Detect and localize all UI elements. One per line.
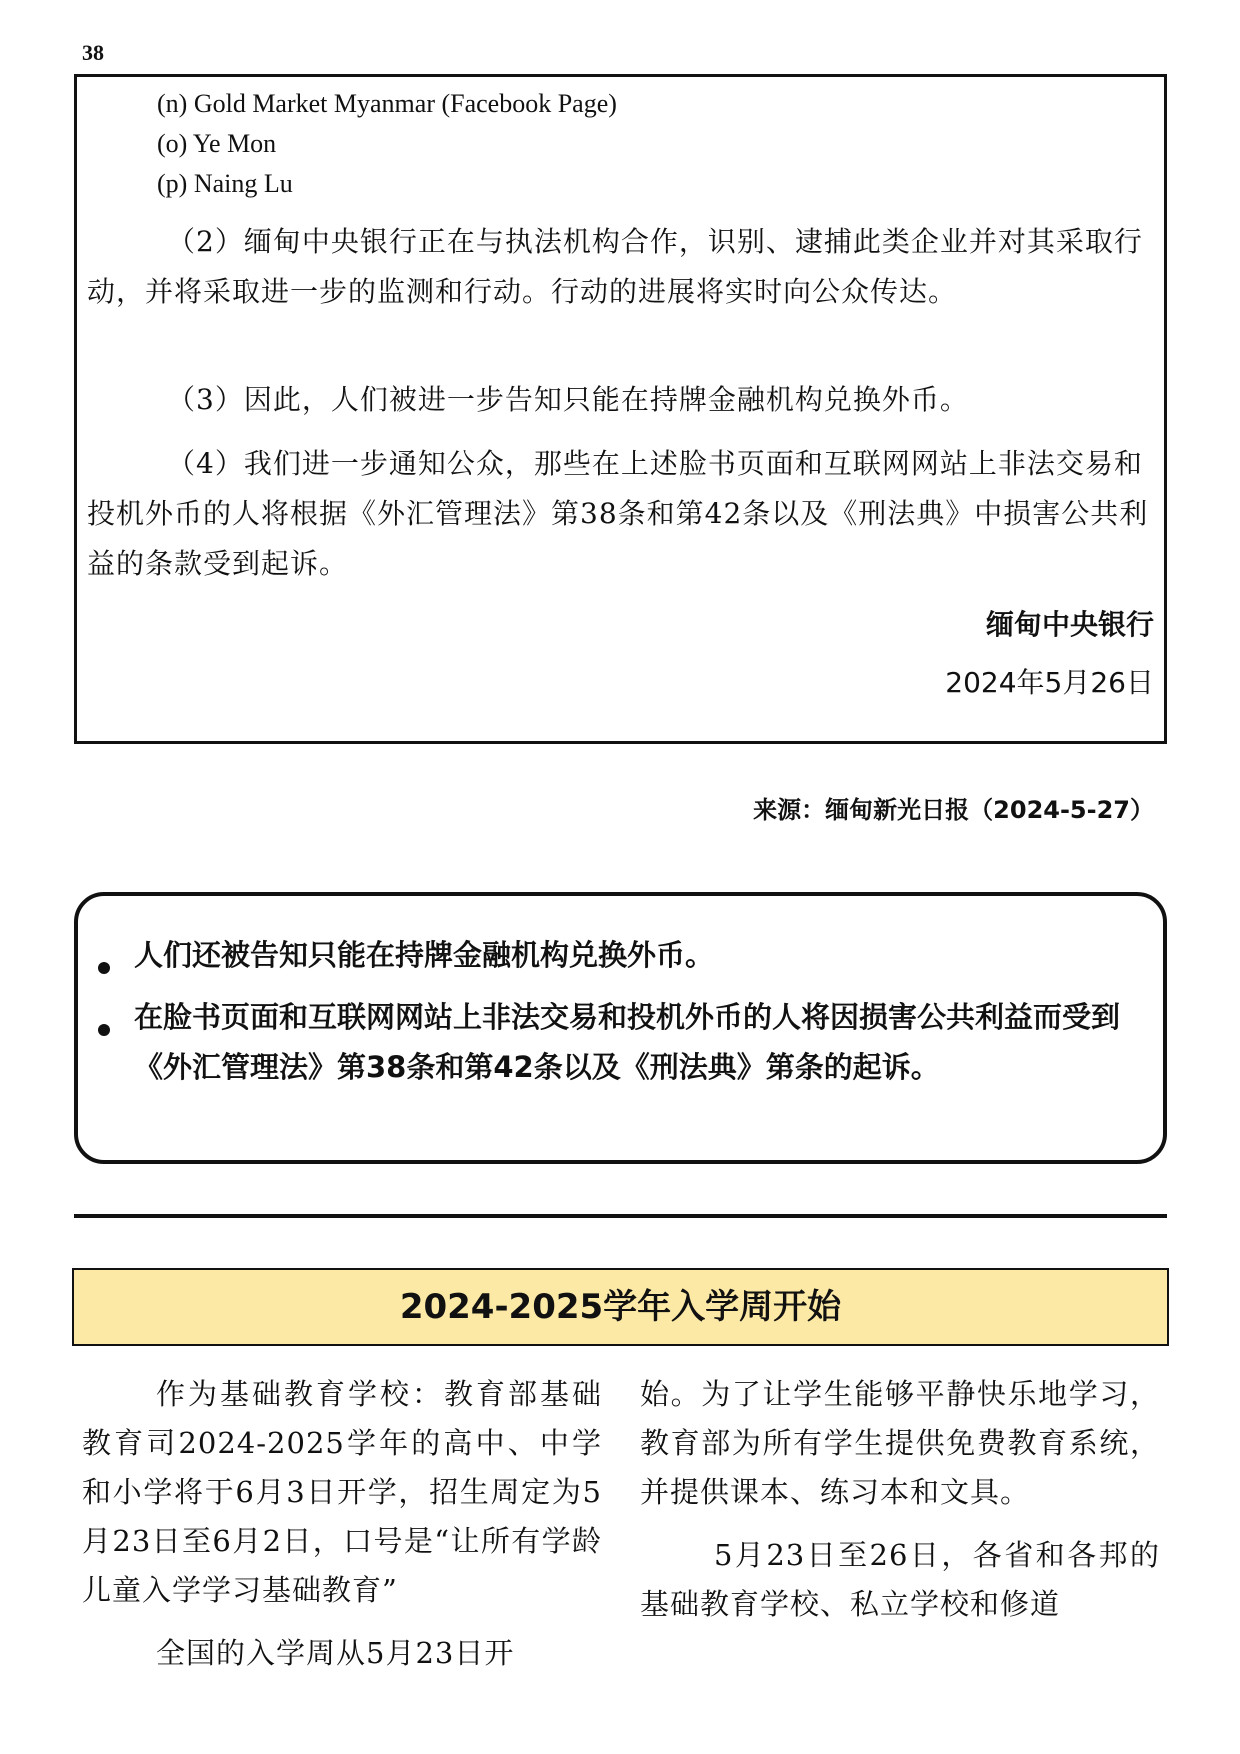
notice-list-item: (p) Naing Lu [157,169,293,198]
notice-list-item: (o) Ye Mon [157,129,277,158]
article-left-column [82,1370,602,1692]
notice-box [74,74,1167,744]
notice-paragraph: （2）缅甸中央银行正在与执法机构合作，识别、逮捕此类企业并对其采取行动，并将采取进一步的监测和行动。行动的进展将实时向公众传达。 [87,225,1143,308]
article-right-column [640,1370,1160,1643]
bullet-icon [98,1024,110,1036]
bullet-icon [98,962,110,974]
summary-bullet-text: 人们还被告知只能在持牌金融机构兑换外币。 [134,938,715,972]
notice-date: 2024年5月26日 [945,666,1154,699]
article-paragraph: 全国的入学周从5月23日开 [156,1636,515,1670]
article-paragraph: 始。为了让学生能够平静快乐地学习，教育部为所有学生提供免费教育系统，并提供课本、练习本和文具。 [640,1377,1160,1509]
page-number: 38 [82,40,104,65]
notice-list-item: (n) Gold Market Myanmar (Facebook Page) [157,89,617,118]
article-title: 2024-2025学年入学周开始 [72,1268,1169,1346]
summary-bullet-text: 在脸书页面和互联网网站上非法交易和投机外币的人将因损害公共利益而受到《外汇管理法》第38条和第42条以及《刑法典》第条的起诉。 [134,1000,1121,1084]
notice-signature: 缅甸中央银行 [985,608,1154,641]
notice-paragraph: （3）因此，人们被进一步告知只能在持牌金融机构兑换外币。 [167,383,969,416]
section-divider [74,1214,1167,1218]
summary-box [74,892,1167,1164]
source-citation: 来源：缅甸新光日报（2024-5-27） [753,796,1154,824]
article-paragraph: 5月23日至26日，各省和各邦的基础教育学校、私立学校和修道 [640,1538,1160,1621]
article-paragraph: 作为基础教育学校：教育部基础教育司2024-2025学年的高中、中学和小学将于6月3日开学，招生周定为5月23日至6月2日，口号是“让所有学龄儿童入学学习基础教育” [82,1377,602,1607]
notice-paragraph: （4）我们进一步通知公众，那些在上述脸书页面和互联网网站上非法交易和投机外币的人将根据《外汇管理法》第38条和第42条以及《刑法典》中损害公共利益的条款受到起诉。 [87,447,1149,580]
